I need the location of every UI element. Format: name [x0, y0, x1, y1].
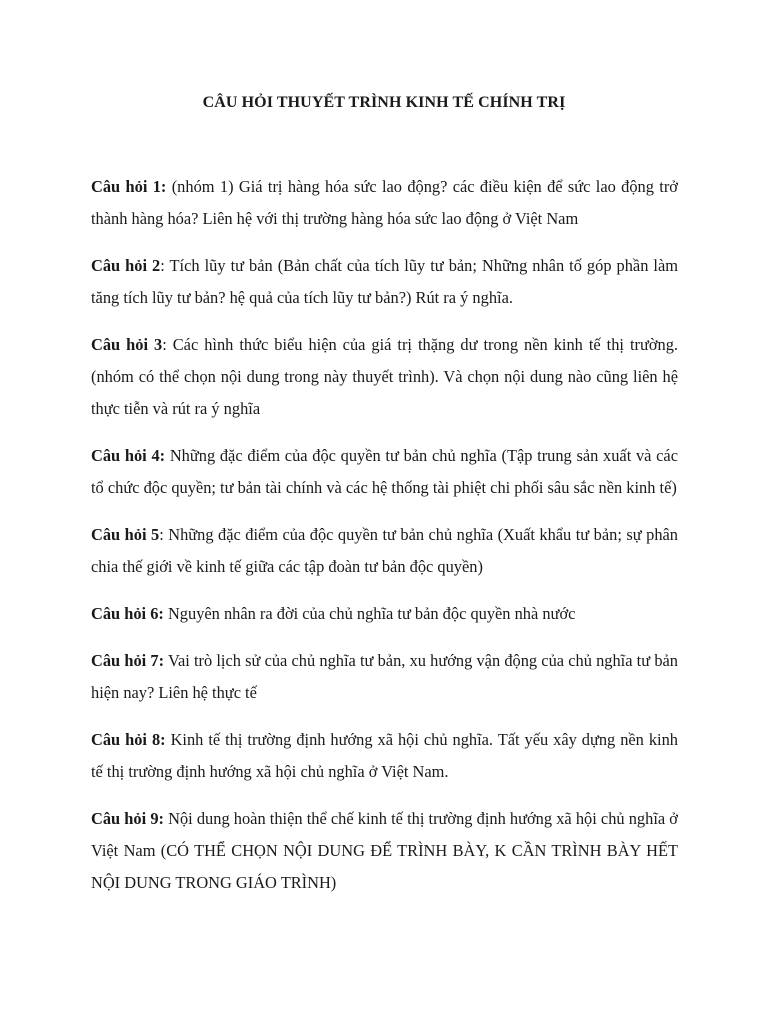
page-title: CÂU HỎI THUYẾT TRÌNH KINH TẾ CHÍNH TRỊ: [202, 94, 566, 111]
question-text: (nhóm 1) Giá trị hàng hóa sức lao động? các điều kiện để sức lao động trở thành hàng hóa? Liên hệ với thị trường hàng hóa sức lao động ở Việt Nam: [91, 177, 678, 228]
question-label: Câu hỏi 1:: [91, 177, 167, 196]
question-label: Câu hỏi 4:: [91, 446, 166, 465]
question-text: Những đặc điểm của độc quyền tư bản chủ nghĩa (Tập trung sản xuất và các tổ chức độc quyền; tư bản tài chính và các hệ thống tài phiệt chi phối sâu sắc nền kinh tế): [91, 446, 678, 497]
question-text: : Tích lũy tư bản (Bản chất của tích lũy tư bản; Những nhân tố góp phần làm tăng tích lũy tư bản? hệ quả của tích lũy tư bản?) Rút ra ý nghĩa.: [91, 256, 679, 307]
question-text: : Các hình thức biểu hiện của giá trị thặng dư trong nền kinh tế thị trường. (nhóm có thể chọn nội dung trong này thuyết trình). Và chọn nội dung nào cũng liên hệ thực tiễn và rút ra ý nghĩa: [91, 335, 678, 418]
question-text: Nội dung hoàn thiện thể chế kinh tế thị trường định hướng xã hội chủ nghĩa ở Việt Nam (CÓ THỂ CHỌN NỘI DUNG ĐỂ TRÌNH BÀY, K CẦN TRÌNH BÀY HẾT NỘI DUNG TRONG GIÁO TRÌNH): [91, 809, 678, 892]
question-item-8: [91, 724, 678, 788]
question-item-4: [91, 440, 678, 504]
question-text: Kinh tế thị trường định hướng xã hội chủ nghĩa. Tất yếu xây dựng nền kinh tế thị trường định hướng xã hội chủ nghĩa ở Việt Nam.: [91, 730, 678, 781]
question-label: Câu hỏi 6:: [91, 604, 164, 623]
question-text: : Những đặc điểm của độc quyền tư bản chủ nghĩa (Xuất khẩu tư bản; sự phân chia thế giới về kinh tế giữa các tập đoàn tư bản độc quyền): [91, 525, 678, 576]
question-item-3: [91, 329, 678, 425]
question-list: [91, 171, 678, 914]
question-text: Vai trò lịch sử của chủ nghĩa tư bản, xu hướng vận động của chủ nghĩa tư bản hiện nay? Liên hệ thực tế: [91, 651, 678, 702]
question-label: Câu hỏi 8:: [91, 730, 166, 749]
question-text: Nguyên nhân ra đời của chủ nghĩa tư bản độc quyền nhà nước: [163, 604, 576, 623]
question-label: Câu hỏi 2: [91, 256, 161, 275]
question-item-7: [91, 645, 678, 709]
question-item-9: [91, 803, 678, 899]
question-item-5: [91, 519, 678, 583]
question-item-1: [91, 171, 678, 235]
question-item-6: [91, 598, 678, 630]
question-label: Câu hỏi 7:: [91, 651, 165, 670]
question-label: Câu hỏi 3: [91, 335, 163, 354]
question-item-2: [91, 250, 678, 314]
question-label: Câu hỏi 9:: [91, 809, 164, 828]
question-label: Câu hỏi 5: [91, 525, 160, 544]
